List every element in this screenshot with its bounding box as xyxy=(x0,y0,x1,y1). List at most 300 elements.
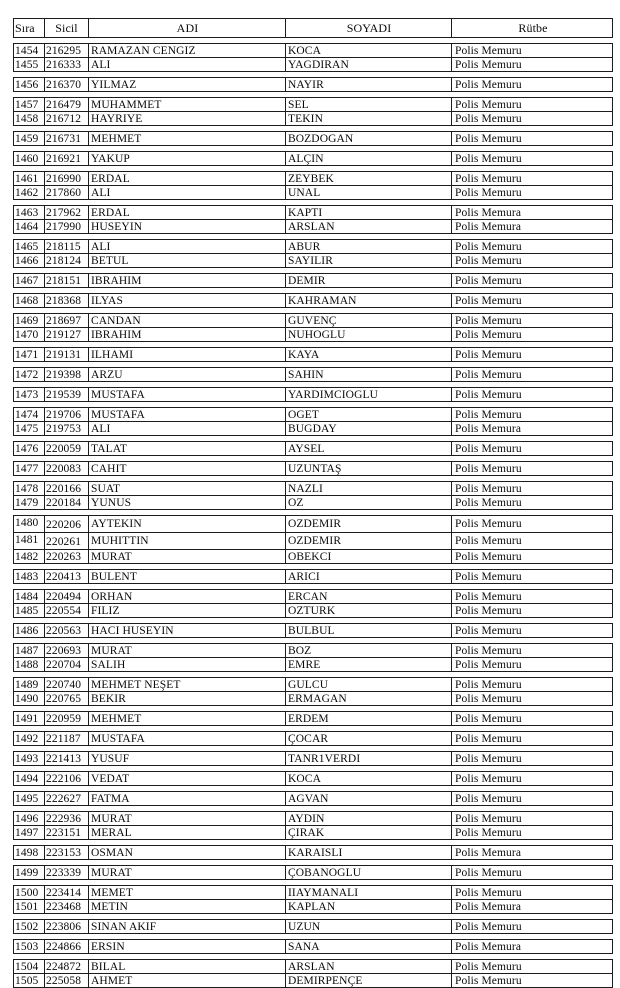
cell-sicil: 218115 xyxy=(44,240,88,253)
cell-rutbe: Polis Memuru xyxy=(451,172,612,185)
cell-rutbe: Polis Memuru xyxy=(451,98,612,111)
cell-rutbe: Polis Memura xyxy=(451,422,612,435)
cell-sira: 1477 xyxy=(15,462,39,475)
cell-adi: ERDAL xyxy=(88,206,285,219)
cell-sira: 1502 xyxy=(15,920,39,933)
personnel-table xyxy=(13,18,613,988)
cell-adi: MERAL xyxy=(88,826,285,839)
cell-soyadi: UNAL xyxy=(285,186,451,199)
table-row xyxy=(13,421,613,436)
cell-sira: 1464 xyxy=(15,220,39,233)
cell-rutbe: Polis Memuru xyxy=(451,78,612,91)
cell-rutbe: Polis Memuru xyxy=(451,132,612,145)
cell-sira: 1480 xyxy=(15,517,39,529)
cell-soyadi: ÇOCAR xyxy=(285,732,451,745)
cell-rutbe: Polis Memuru xyxy=(451,732,612,745)
cell-sira: 1463 xyxy=(15,206,39,219)
table-row xyxy=(13,549,613,564)
cell-sicil: 220563 xyxy=(44,624,88,637)
header-rutbe: Rütbe xyxy=(451,19,612,37)
cell-adi: MUSTAFA xyxy=(88,388,285,401)
cell-sira: 1495 xyxy=(15,792,39,805)
cell-soyadi: ERDEM xyxy=(285,712,451,725)
cell-soyadi: GUVENÇ xyxy=(285,314,451,327)
table-row xyxy=(13,407,613,422)
cell-sicil: 220059 xyxy=(44,442,88,455)
cell-rutbe: Polis Memuru xyxy=(451,960,612,973)
cell-sicil: 223151 xyxy=(44,826,88,839)
cell-sicil: 217962 xyxy=(44,206,88,219)
cell-rutbe: Polis Memuru xyxy=(451,112,612,125)
cell-sira: 1482 xyxy=(15,550,39,563)
cell-sira: 1467 xyxy=(15,274,39,287)
cell-sicil: 220693 xyxy=(44,644,88,657)
table-row xyxy=(13,57,613,72)
cell-sicil: 219398 xyxy=(44,368,88,381)
cell-sicil: 220554 xyxy=(44,604,88,617)
cell-sicil: 223806 xyxy=(44,920,88,933)
header-soyadi: SOYADI xyxy=(285,19,451,37)
cell-sira: 1489 xyxy=(15,678,39,691)
table-row xyxy=(13,347,613,362)
cell-soyadi: KOCA xyxy=(285,44,451,57)
cell-rutbe: Polis Memuru xyxy=(451,678,612,691)
cell-adi: MEHMET xyxy=(88,712,285,725)
cell-rutbe: Polis Memuru xyxy=(451,752,612,765)
cell-adi: MEHMET xyxy=(88,132,285,145)
cell-soyadi: ÇOBANOGLU xyxy=(285,866,451,879)
cell-sira: 1460 xyxy=(15,152,39,165)
cell-adi: FATMA xyxy=(88,792,285,805)
table-row xyxy=(13,603,613,618)
cell-sira: 1469 xyxy=(15,314,39,327)
cell-soyadi: TEKIN xyxy=(285,112,451,125)
cell-soyadi: DEMIR xyxy=(285,274,451,287)
cell-sicil: 216333 xyxy=(44,58,88,71)
cell-sicil: 225058 xyxy=(44,974,88,987)
cell-sira: 1465 xyxy=(15,240,39,253)
cell-rutbe: Polis Memura xyxy=(451,846,612,859)
table-row xyxy=(13,441,613,456)
cell-sira: 1476 xyxy=(15,442,39,455)
cell-sicil: 220206 xyxy=(44,516,88,532)
table-row xyxy=(13,643,613,658)
cell-soyadi: NAZLI xyxy=(285,482,451,495)
cell-soyadi: ZEYBEK xyxy=(285,172,451,185)
cell-adi: MURAT xyxy=(88,866,285,879)
cell-soyadi: ERMAGAN xyxy=(285,692,451,705)
cell-rutbe: Polis Memuru xyxy=(451,712,612,725)
cell-sicil: 217860 xyxy=(44,186,88,199)
cell-sicil: 219131 xyxy=(44,348,88,361)
cell-sicil: 220413 xyxy=(44,570,88,583)
cell-soyadi: BOZ xyxy=(285,644,451,657)
table-row xyxy=(13,569,613,584)
cell-sira: 1503 xyxy=(15,940,39,953)
table-row xyxy=(13,239,613,254)
cell-soyadi: OZDEMIR xyxy=(285,516,451,532)
cell-sicil: 216370 xyxy=(44,78,88,91)
table-row xyxy=(13,205,613,220)
cell-sicil: 223153 xyxy=(44,846,88,859)
cell-adi: MURAT xyxy=(88,644,285,657)
cell-adi: IBRAHIM xyxy=(88,328,285,341)
cell-sicil: 222936 xyxy=(44,812,88,825)
cell-soyadi: OZTURK xyxy=(285,604,451,617)
cell-sira: 1501 xyxy=(15,900,39,913)
cell-soyadi: NAYIR xyxy=(285,78,451,91)
cell-rutbe: Polis Memuru xyxy=(451,886,612,899)
cell-soyadi: KAHRAMAN xyxy=(285,294,451,307)
cell-sira: 1491 xyxy=(15,712,39,725)
cell-sira: 1498 xyxy=(15,846,39,859)
cell-sira: 1488 xyxy=(15,658,39,671)
cell-soyadi: SEL xyxy=(285,98,451,111)
cell-soyadi: OGET xyxy=(285,408,451,421)
cell-sicil: 220083 xyxy=(44,462,88,475)
cell-rutbe: Polis Memuru xyxy=(451,658,612,671)
cell-rutbe: Polis Memura xyxy=(451,220,612,233)
cell-rutbe: Polis Memuru xyxy=(451,692,612,705)
cell-adi: ARZU xyxy=(88,368,285,381)
table-row xyxy=(13,131,613,146)
cell-sicil: 218151 xyxy=(44,274,88,287)
table-row xyxy=(13,111,613,126)
cell-sicil: 222627 xyxy=(44,792,88,805)
cell-adi: MEHMET NEŞET xyxy=(88,678,285,691)
cell-adi: ERSIN xyxy=(88,940,285,953)
cell-soyadi: SANA xyxy=(285,940,451,953)
cell-rutbe: Polis Memuru xyxy=(451,442,612,455)
cell-sira: 1493 xyxy=(15,752,39,765)
cell-sicil: 220494 xyxy=(44,590,88,603)
cell-soyadi: UZUN xyxy=(285,920,451,933)
cell-rutbe: Polis Memuru xyxy=(451,516,612,532)
cell-rutbe: Polis Memura xyxy=(451,940,612,953)
cell-rutbe: Polis Memuru xyxy=(451,792,612,805)
cell-rutbe: Polis Memuru xyxy=(451,826,612,839)
cell-sira: 1496 xyxy=(15,812,39,825)
table-row xyxy=(13,623,613,638)
cell-sira: 1485 xyxy=(15,604,39,617)
cell-adi: CANDAN xyxy=(88,314,285,327)
table-row xyxy=(13,657,613,672)
cell-sira: 1474 xyxy=(15,408,39,421)
cell-soyadi: BUGDAY xyxy=(285,422,451,435)
cell-soyadi: SAHIN xyxy=(285,368,451,381)
cell-adi: MEMET xyxy=(88,886,285,899)
cell-adi: MUSTAFA xyxy=(88,732,285,745)
cell-rutbe: Polis Memuru xyxy=(451,348,612,361)
cell-sicil: 221413 xyxy=(44,752,88,765)
cell-soyadi: ARSLAN xyxy=(285,960,451,973)
cell-sicil: 224866 xyxy=(44,940,88,953)
header-sicil: Sicil xyxy=(44,19,88,37)
cell-sira: 1483 xyxy=(15,570,39,583)
cell-sira: 1500 xyxy=(15,886,39,899)
cell-adi: MURAT xyxy=(88,812,285,825)
cell-sira: 1499 xyxy=(15,866,39,879)
cell-rutbe: Polis Memuru xyxy=(451,550,612,563)
cell-soyadi: ERCAN xyxy=(285,590,451,603)
cell-sicil: 220261 xyxy=(44,533,88,549)
table-row xyxy=(13,387,613,402)
cell-soyadi: KARAISLI xyxy=(285,846,451,859)
table-row xyxy=(13,43,613,58)
cell-sicil: 223414 xyxy=(44,886,88,899)
cell-sira: 1504 xyxy=(15,960,39,973)
cell-sira: 1487 xyxy=(15,644,39,657)
cell-rutbe: Polis Memuru xyxy=(451,44,612,57)
cell-rutbe: Polis Memuru xyxy=(451,974,612,987)
cell-soyadi: AYSEL xyxy=(285,442,451,455)
cell-adi: ORHAN xyxy=(88,590,285,603)
cell-sicil: 224872 xyxy=(44,960,88,973)
cell-adi: SINAN AKIF xyxy=(88,920,285,933)
cell-rutbe: Polis Memuru xyxy=(451,812,612,825)
cell-sicil: 219127 xyxy=(44,328,88,341)
cell-adi: METIN xyxy=(88,900,285,913)
cell-rutbe: Polis Memuru xyxy=(451,644,612,657)
cell-sira: 1475 xyxy=(15,422,39,435)
cell-rutbe: Polis Memuru xyxy=(451,152,612,165)
cell-rutbe: Polis Memura xyxy=(451,206,612,219)
cell-soyadi: ABUR xyxy=(285,240,451,253)
cell-adi: YILMAZ xyxy=(88,78,285,91)
cell-sira: 1458 xyxy=(15,112,39,125)
table-row xyxy=(13,171,613,186)
cell-rutbe: Polis Memura xyxy=(451,900,612,913)
cell-adi: TALAT xyxy=(88,442,285,455)
cell-rutbe: Polis Memuru xyxy=(451,240,612,253)
cell-sira: 1505 xyxy=(15,974,39,987)
cell-adi: ALI xyxy=(88,422,285,435)
cell-soyadi: YAGDIRAN xyxy=(285,58,451,71)
cell-rutbe: Polis Memuru xyxy=(451,920,612,933)
cell-rutbe: Polis Memuru xyxy=(451,604,612,617)
cell-rutbe: Polis Memuru xyxy=(451,58,612,71)
table-row xyxy=(13,327,613,342)
table-row xyxy=(13,293,613,308)
table-row xyxy=(13,899,613,914)
cell-adi: SUAT xyxy=(88,482,285,495)
cell-soyadi: ALÇIN xyxy=(285,152,451,165)
cell-soyadi: DEMIRPENÇE xyxy=(285,974,451,987)
cell-soyadi: OBEKCI xyxy=(285,550,451,563)
table-row xyxy=(13,677,613,692)
table-row xyxy=(13,185,613,200)
cell-rutbe: Polis Memuru xyxy=(451,274,612,287)
cell-adi: YUNUS xyxy=(88,496,285,509)
cell-sicil: 216921 xyxy=(44,152,88,165)
cell-rutbe: Polis Memuru xyxy=(451,533,612,549)
table-row xyxy=(13,495,613,510)
cell-soyadi: YARDIMCIOGLU xyxy=(285,388,451,401)
cell-adi: OSMAN xyxy=(88,846,285,859)
table-row xyxy=(13,885,613,900)
cell-adi: MURAT xyxy=(88,550,285,563)
cell-sira: 1461 xyxy=(15,172,39,185)
cell-sira: 1481 xyxy=(15,534,39,546)
cell-adi: BULENT xyxy=(88,570,285,583)
table-header-row xyxy=(13,18,613,38)
cell-adi: IBRAHIM xyxy=(88,274,285,287)
cell-rutbe: Polis Memuru xyxy=(451,254,612,267)
cell-rutbe: Polis Memuru xyxy=(451,328,612,341)
table-row xyxy=(13,273,613,288)
table-row xyxy=(13,481,613,496)
table-row xyxy=(13,825,613,840)
cell-sicil: 216479 xyxy=(44,98,88,111)
cell-sicil: 220166 xyxy=(44,482,88,495)
cell-sicil: 221187 xyxy=(44,732,88,745)
cell-sicil: 220740 xyxy=(44,678,88,691)
cell-sicil: 216990 xyxy=(44,172,88,185)
cell-soyadi: AYDIN xyxy=(285,812,451,825)
table-row xyxy=(13,367,613,382)
cell-sicil: 219706 xyxy=(44,408,88,421)
cell-sira: 1454 xyxy=(15,44,39,57)
cell-sicil: 219753 xyxy=(44,422,88,435)
cell-sicil: 220959 xyxy=(44,712,88,725)
cell-soyadi: OZ xyxy=(285,496,451,509)
cell-sira: 1490 xyxy=(15,692,39,705)
cell-soyadi: SAYILIR xyxy=(285,254,451,267)
table-row xyxy=(13,219,613,234)
cell-sicil: 220263 xyxy=(44,550,88,563)
cell-sira: 1470 xyxy=(15,328,39,341)
cell-adi: ALI xyxy=(88,58,285,71)
cell-adi: CAHIT xyxy=(88,462,285,475)
cell-sira: 1497 xyxy=(15,826,39,839)
header-adi: ADI xyxy=(88,19,285,37)
cell-rutbe: Polis Memuru xyxy=(451,772,612,785)
cell-sira: 1462 xyxy=(15,186,39,199)
cell-adi: AYTEKIN xyxy=(88,516,285,532)
cell-adi: BETUL xyxy=(88,254,285,267)
table-body xyxy=(13,43,613,988)
table-row xyxy=(13,253,613,268)
cell-sira: 1459 xyxy=(15,132,39,145)
cell-rutbe: Polis Memuru xyxy=(451,186,612,199)
cell-sira: 1486 xyxy=(15,624,39,637)
table-row xyxy=(13,939,613,954)
table-row xyxy=(13,461,613,476)
table-row xyxy=(13,691,613,706)
cell-sira: 1484 xyxy=(15,590,39,603)
table-row xyxy=(13,731,613,746)
cell-rutbe: Polis Memuru xyxy=(451,462,612,475)
cell-soyadi: KAPLAN xyxy=(285,900,451,913)
cell-soyadi: ARSLAN xyxy=(285,220,451,233)
table-row xyxy=(13,845,613,860)
table-row xyxy=(13,751,613,766)
cell-rutbe: Polis Memuru xyxy=(451,496,612,509)
cell-rutbe: Polis Memuru xyxy=(451,294,612,307)
cell-adi: YUSUF xyxy=(88,752,285,765)
cell-sira: 1492 xyxy=(15,732,39,745)
cell-adi: HACI HUSEYIN xyxy=(88,624,285,637)
table-row xyxy=(13,711,613,726)
cell-adi: VEDAT xyxy=(88,772,285,785)
cell-sira: 1468 xyxy=(15,294,39,307)
cell-soyadi: KOCA xyxy=(285,772,451,785)
cell-soyadi: TANR1VERDI xyxy=(285,752,451,765)
cell-soyadi: BOZDOGAN xyxy=(285,132,451,145)
table-row xyxy=(13,771,613,786)
cell-rutbe: Polis Memuru xyxy=(451,368,612,381)
cell-adi: BILAL xyxy=(88,960,285,973)
cell-sira: 1494 xyxy=(15,772,39,785)
cell-sira: 1466 xyxy=(15,254,39,267)
table-row xyxy=(13,97,613,112)
cell-soyadi: ÇIRAK xyxy=(285,826,451,839)
cell-rutbe: Polis Memuru xyxy=(451,590,612,603)
cell-sicil: 217990 xyxy=(44,220,88,233)
cell-sicil: 222106 xyxy=(44,772,88,785)
cell-sicil: 218124 xyxy=(44,254,88,267)
cell-soyadi: EMRE xyxy=(285,658,451,671)
table-row xyxy=(13,973,613,988)
cell-adi: MUHAMMET xyxy=(88,98,285,111)
cell-rutbe: Polis Memuru xyxy=(451,408,612,421)
table-row xyxy=(13,791,613,806)
cell-adi: MUHITTIN xyxy=(88,533,285,549)
cell-soyadi: BULBUL xyxy=(285,624,451,637)
cell-adi: BEKIR xyxy=(88,692,285,705)
cell-rutbe: Polis Memuru xyxy=(451,482,612,495)
cell-adi: ALI xyxy=(88,240,285,253)
cell-rutbe: Polis Memuru xyxy=(451,388,612,401)
cell-adi: AHMET xyxy=(88,974,285,987)
cell-adi: ILHAMI xyxy=(88,348,285,361)
cell-adi: RAMAZAN CENGIZ xyxy=(88,44,285,57)
cell-rutbe: Polis Memuru xyxy=(451,624,612,637)
cell-adi: ALI xyxy=(88,186,285,199)
cell-adi: HAYRIYE xyxy=(88,112,285,125)
table-row xyxy=(13,77,613,92)
cell-sira: 1479 xyxy=(15,496,39,509)
cell-adi: HUSEYIN xyxy=(88,220,285,233)
cell-sira: 1478 xyxy=(15,482,39,495)
header-sira: Sıra xyxy=(15,20,35,35)
cell-sicil: 220704 xyxy=(44,658,88,671)
cell-soyadi: UZUNTAŞ xyxy=(285,462,451,475)
cell-sira: 1455 xyxy=(15,58,39,71)
cell-sira: 1472 xyxy=(15,368,39,381)
cell-soyadi: IIAYMANALI xyxy=(285,886,451,899)
cell-sicil: 220184 xyxy=(44,496,88,509)
table-row xyxy=(13,313,613,328)
cell-soyadi: OZDEMIR xyxy=(285,533,451,549)
table-row xyxy=(13,589,613,604)
cell-rutbe: Polis Memuru xyxy=(451,570,612,583)
cell-soyadi: AGVAN xyxy=(285,792,451,805)
cell-sira: 1456 xyxy=(15,78,39,91)
table-row xyxy=(13,515,613,533)
cell-soyadi: KAYA xyxy=(285,348,451,361)
table-row xyxy=(13,532,613,550)
cell-adi: ERDAL xyxy=(88,172,285,185)
cell-sira: 1457 xyxy=(15,98,39,111)
cell-sira: 1471 xyxy=(15,348,39,361)
cell-sicil: 216295 xyxy=(44,44,88,57)
cell-soyadi: GULCU xyxy=(285,678,451,691)
cell-adi: MUSTAFA xyxy=(88,408,285,421)
cell-adi: YAKUP xyxy=(88,152,285,165)
cell-sicil: 223468 xyxy=(44,900,88,913)
cell-sicil: 216731 xyxy=(44,132,88,145)
